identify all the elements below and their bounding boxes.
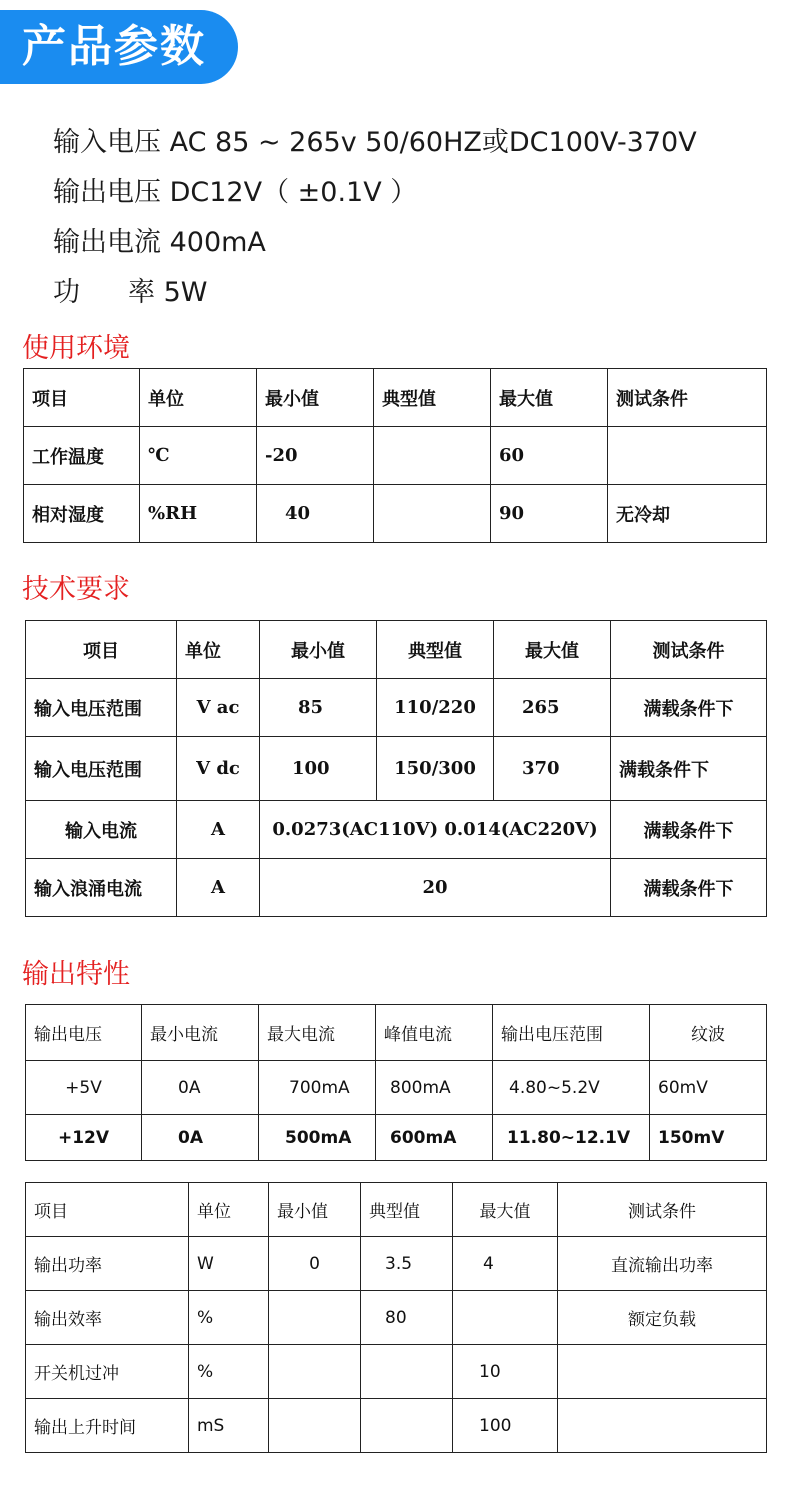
- banner-title: 产品参数: [22, 21, 206, 72]
- table-row: 输入电压范围 V dc 100 150/300 370 满载条件下: [26, 737, 767, 801]
- spec-output-voltage: 输出电压 DC12V（ ±0.1V ）: [53, 177, 418, 208]
- table-row: 开关机过冲 % 10: [26, 1345, 767, 1399]
- spec-input-voltage: 输入电压 AC 85 ~ 265v 50/60HZ或DC100V-370V: [53, 127, 697, 158]
- spec-output-current: 输出电流 400mA: [53, 227, 266, 258]
- output-detail-table: [25, 1182, 767, 1453]
- output-table: [25, 1004, 767, 1161]
- table-row: 工作温度 ℃ -20 60: [24, 427, 767, 485]
- table-header-row: 输出电压 最小电流 最大电流 峰值电流 输出电压范围 纹波: [26, 1005, 767, 1061]
- table-row: 输出功率 W 0 3.5 4 直流输出功率: [26, 1237, 767, 1291]
- table-row: +5V 0A 700mA 800mA 4.80~5.2V 60mV: [26, 1061, 767, 1115]
- table-row: 输入浪涌电流 A 20 满载条件下: [26, 859, 767, 917]
- table-header-row: 项目 单位 最小值 典型值 最大值 测试条件: [26, 621, 767, 679]
- table-row: 输入电流 A 0.0273(AC110V) 0.014(AC220V) 满载条件下: [26, 801, 767, 859]
- table-row: 相对湿度 %RH 40 90 无冷却: [24, 485, 767, 543]
- table-row: +12V 0A 500mA 600mA 11.80~12.1V 150mV: [26, 1115, 767, 1161]
- env-table: [23, 368, 767, 543]
- table-row: 输出效率 % 80 额定负载: [26, 1291, 767, 1345]
- table-header-row: 项目 单位 最小值 典型值 最大值 测试条件: [26, 1183, 767, 1237]
- table-row: 输入电压范围 V ac 85 110/220 265 满载条件下: [26, 679, 767, 737]
- section-banner: [0, 10, 238, 84]
- env-section-title: 使用环境: [22, 333, 130, 364]
- spec-list: [53, 118, 697, 318]
- table-header-row: 项目 单位 最小值 典型值 最大值 测试条件: [24, 369, 767, 427]
- spec-power: 功 率 5W: [53, 277, 208, 308]
- table-row: 输出上升时间 mS 100: [26, 1399, 767, 1453]
- tech-section-title: 技术要求: [22, 574, 130, 605]
- tech-table: [25, 620, 767, 917]
- output-section-title: 输出特性: [22, 959, 130, 990]
